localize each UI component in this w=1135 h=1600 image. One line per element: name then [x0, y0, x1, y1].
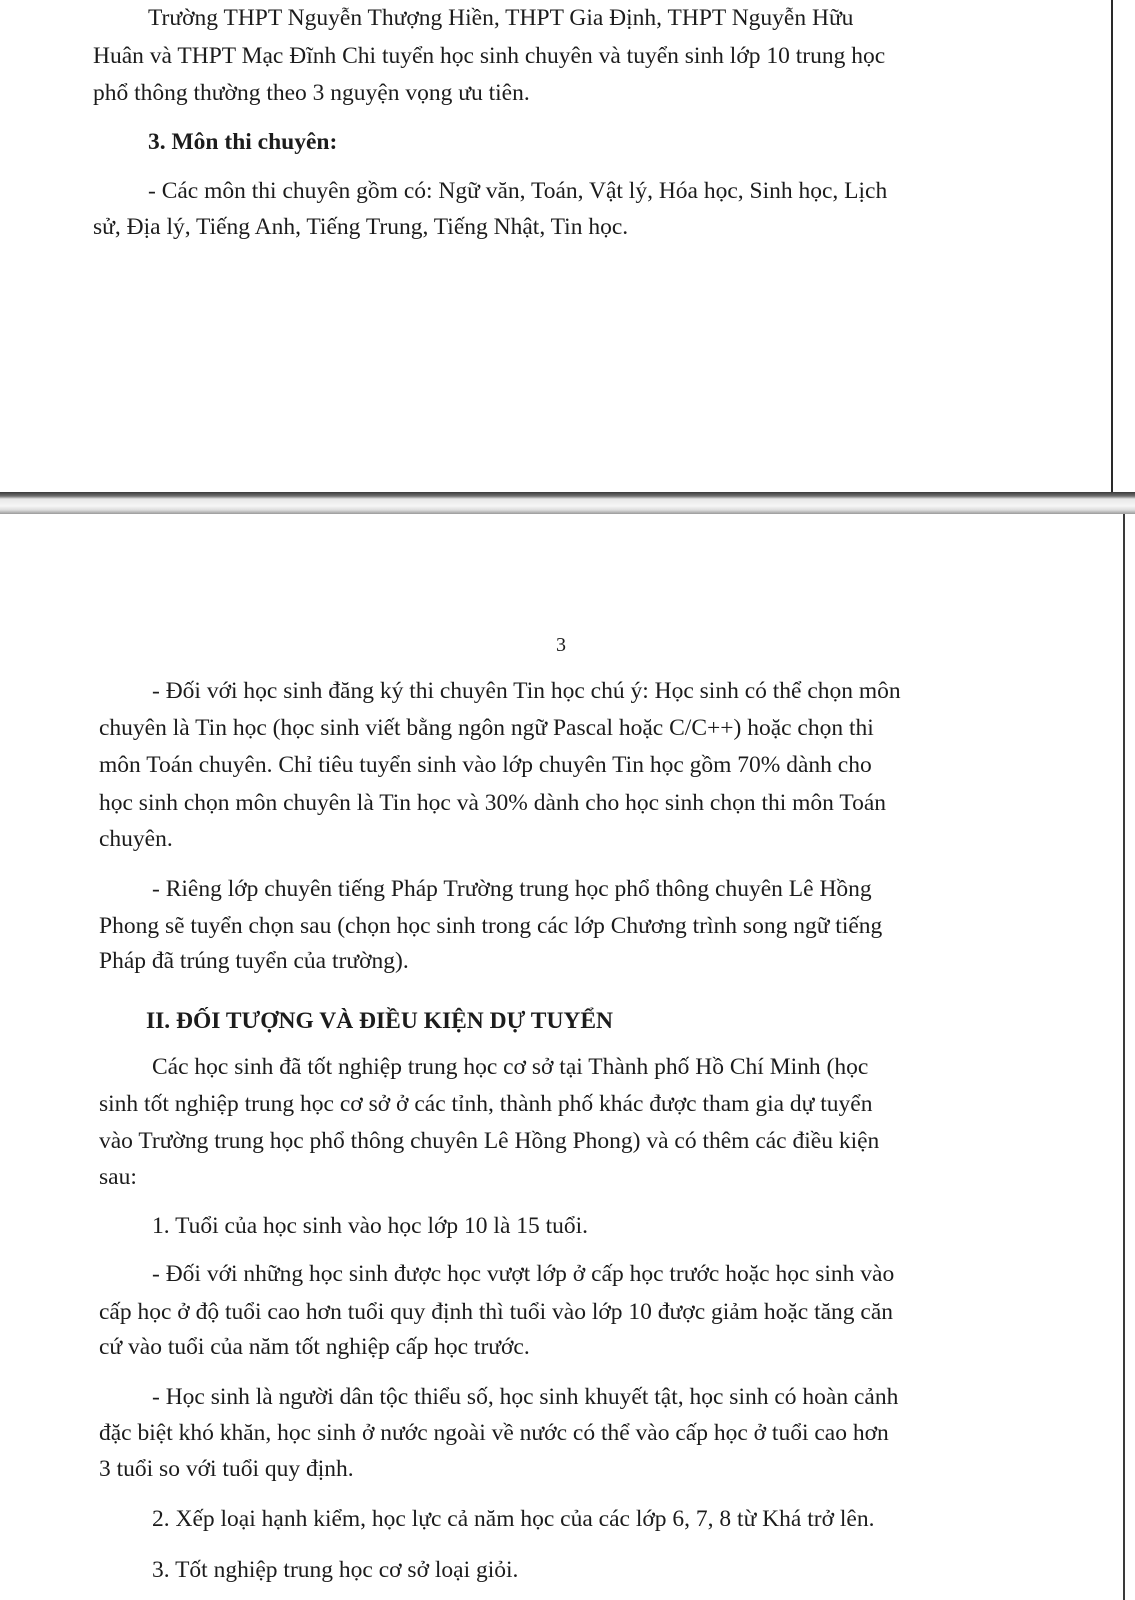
text-line: - Đối với học sinh đăng ký thi chuyên Tin học chú ý: Học sinh có thể chọn môn	[152, 678, 901, 704]
condition-item: 3. Tốt nghiệp trung học cơ sở loại giỏi.	[152, 1557, 519, 1583]
text-line: sử, Địa lý, Tiếng Anh, Tiếng Trung, Tiếng Nhật, Tin học.	[93, 214, 629, 240]
text-line: chuyên là Tin học (học sinh viết bằng ngôn ngữ Pascal hoặc C/C++) hoặc chọn thi	[99, 715, 874, 741]
text-line: học sinh chọn môn chuyên là Tin học và 30% dành cho học sinh chọn thi môn Toán	[99, 790, 887, 816]
text-line: Trường THPT Nguyễn Thượng Hiền, THPT Gia Định, THPT Nguyễn Hữu	[148, 5, 854, 31]
text-line: Huân và THPT Mạc Đĩnh Chi tuyển học sinh chuyên và tuyển sinh lớp 10 trung học	[93, 43, 886, 69]
text-line: sinh tốt nghiệp trung học cơ sở ở các tỉnh, thành phố khác được tham gia dự tuyển	[99, 1091, 873, 1117]
text-line: - Riêng lớp chuyên tiếng Pháp Trường trung học phổ thông chuyên Lê Hồng	[152, 876, 872, 902]
text-line: sau:	[99, 1164, 137, 1190]
text-line: Các học sinh đã tốt nghiệp trung học cơ sở tại Thành phố Hồ Chí Minh (học	[152, 1054, 869, 1080]
condition-item: 2. Xếp loại hạnh kiểm, học lực cả năm học của các lớp 6, 7, 8 từ Khá trở lên.	[152, 1506, 875, 1532]
text-line: - Học sinh là người dân tộc thiểu số, học sinh khuyết tật, học sinh có hoàn cảnh	[152, 1384, 899, 1410]
text-line: chuyên.	[99, 826, 173, 852]
page-separator	[0, 492, 1135, 514]
text-line: - Các môn thi chuyên gồm có: Ngữ văn, Toán, Vật lý, Hóa học, Sinh học, Lịch	[148, 178, 888, 204]
text-line: phổ thông thường theo 3 nguyện vọng ưu tiên.	[93, 80, 530, 106]
text-line: Phong sẽ tuyển chọn sau (chọn học sinh trong các lớp Chương trình song ngữ tiếng	[99, 913, 883, 939]
text-line: Pháp đã trúng tuyển của trường).	[99, 948, 409, 974]
text-line: cấp học ở độ tuổi cao hơn tuổi quy định thì tuổi vào lớp 10 được giảm hoặc tăng căn	[99, 1299, 894, 1325]
text-line: đặc biệt khó khăn, học sinh ở nước ngoài về nước có thể vào cấp học ở tuổi cao hơn	[99, 1420, 889, 1446]
section-heading-doi-tuong: II. ĐỐI TƯỢNG VÀ ĐIỀU KIỆN DỰ TUYỂN	[146, 1008, 614, 1034]
condition-item: 1. Tuổi của học sinh vào học lớp 10 là 15 tuổi.	[152, 1213, 589, 1239]
text-line: vào Trường trung học phổ thông chuyên Lê Hồng Phong) và có thêm các điều kiện	[99, 1128, 880, 1154]
heading-mon-thi-chuyen: 3. Môn thi chuyên:	[148, 129, 338, 155]
text-line: cứ vào tuổi của năm tốt nghiệp cấp học trước.	[99, 1334, 530, 1360]
text-line: môn Toán chuyên. Chỉ tiêu tuyển sinh vào lớp chuyên Tin học gồm 70% dành cho	[99, 752, 872, 778]
page-number: 3	[556, 634, 566, 656]
text-line: - Đối với những học sinh được học vượt lớp ở cấp học trước hoặc học sinh vào	[152, 1261, 895, 1287]
document-page-upper	[0, 0, 1113, 492]
text-line: 3 tuổi so với tuổi quy định.	[99, 1456, 354, 1482]
